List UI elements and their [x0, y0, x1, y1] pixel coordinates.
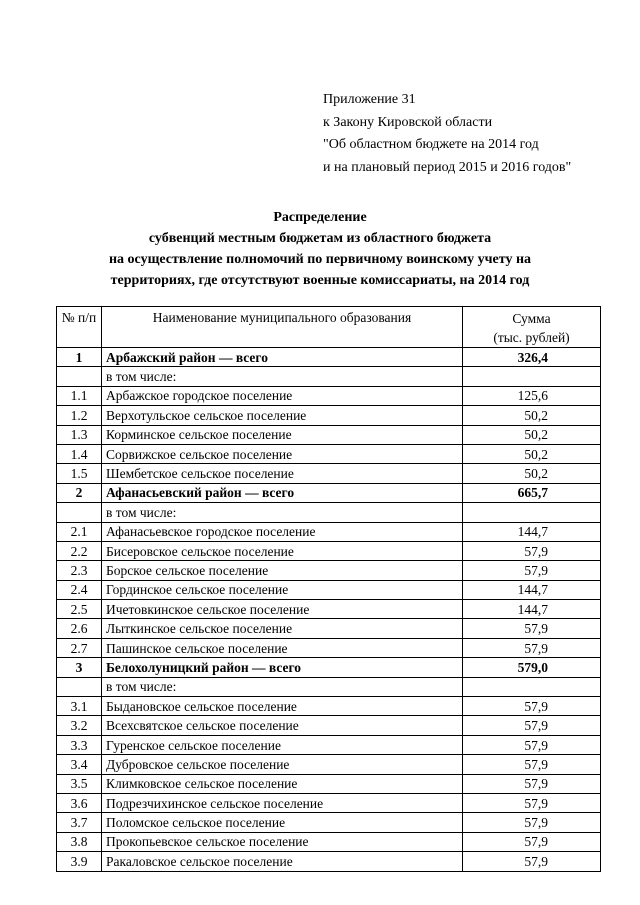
row-sum: 57,9 — [463, 716, 601, 735]
table-row — [57, 541, 601, 560]
table-row — [57, 464, 601, 483]
row-number — [57, 677, 102, 696]
table-row — [57, 503, 601, 522]
appendix-line: к Закону Кировской области — [323, 114, 493, 130]
table-row — [57, 406, 601, 425]
row-sum: 144,7 — [463, 522, 601, 541]
row-number: 3.3 — [57, 735, 102, 754]
table-row — [57, 832, 601, 851]
row-sum: 50,2 — [463, 464, 601, 483]
row-sum: 50,2 — [463, 406, 601, 425]
row-name: Поломское сельское поселение — [102, 813, 463, 832]
row-name: Гуренское сельское поселение — [102, 735, 463, 754]
appendix-line: Приложение 31 — [323, 92, 416, 107]
row-sum: 50,2 — [463, 425, 601, 444]
table-row — [57, 580, 601, 599]
row-number: 3.6 — [57, 793, 102, 812]
row-number: 2.4 — [57, 580, 102, 599]
row-sum: 57,9 — [463, 813, 601, 832]
row-name: Корминское сельское поселение — [102, 425, 463, 444]
row-name: в том числе: — [102, 503, 463, 522]
table-row — [57, 813, 601, 832]
row-sum: 57,9 — [463, 561, 601, 580]
row-number: 2.2 — [57, 541, 102, 560]
row-number: 3.9 — [57, 852, 102, 871]
row-number — [57, 503, 102, 522]
row-name: Верхотульское сельское поселение — [102, 406, 463, 425]
row-number: 2.6 — [57, 619, 102, 638]
appendix-line: "Об областном бюджете на 2014 год — [323, 137, 539, 152]
row-name: Бисеровское сельское поселение — [102, 541, 463, 560]
table-row-total — [57, 483, 601, 502]
row-sum: 144,7 — [463, 580, 601, 599]
table-row — [57, 600, 601, 619]
row-sum: 579,0 — [463, 658, 601, 677]
table-row — [57, 425, 601, 444]
header-sum — [463, 307, 601, 348]
row-name: в том числе: — [102, 367, 463, 386]
row-number: 3.2 — [57, 716, 102, 735]
row-name: Ракаловское сельское поселение — [102, 852, 463, 871]
row-name: Ичетовкинское сельское поселение — [102, 600, 463, 619]
row-number: 3.5 — [57, 774, 102, 793]
title-line: субвенций местным бюджетам из областного бюджета — [148, 231, 492, 246]
row-number: 1.5 — [57, 464, 102, 483]
row-sum: 125,6 — [463, 386, 601, 405]
row-sum: 57,9 — [463, 832, 601, 851]
row-sum: 57,9 — [463, 619, 601, 638]
row-name: Всехсвятское сельское поселение — [102, 716, 463, 735]
appendix-line: и на плановый период 2015 и 2016 годов" — [323, 159, 572, 175]
row-name: Климковское сельское поселение — [102, 774, 463, 793]
distribution-table — [56, 306, 601, 872]
row-sum — [463, 677, 601, 696]
row-number: 1.3 — [57, 425, 102, 444]
row-number: 1.1 — [57, 386, 102, 405]
row-number: 3 — [57, 658, 102, 677]
row-name: Дубровское сельское поселение — [102, 755, 463, 774]
row-number: 3.7 — [57, 813, 102, 832]
table-row — [57, 561, 601, 580]
row-sum: 57,9 — [463, 697, 601, 716]
row-sum: 665,7 — [463, 483, 601, 502]
table-row — [57, 444, 601, 463]
row-sum: 57,9 — [463, 774, 601, 793]
row-name: Арбажский район — всего — [102, 348, 463, 367]
table-row — [57, 677, 601, 696]
title-line: Распределение — [273, 210, 367, 225]
row-sum — [463, 503, 601, 522]
title-line: на осуществление полномочий по первичному воинскому учету на — [108, 252, 532, 267]
row-sum: 50,2 — [463, 444, 601, 463]
row-name: Афанасьевское городское поселение — [102, 522, 463, 541]
row-name: в том числе: — [102, 677, 463, 696]
table-row — [57, 774, 601, 793]
table-row — [57, 386, 601, 405]
row-number: 1 — [57, 348, 102, 367]
row-number: 3.8 — [57, 832, 102, 851]
table-header-row — [57, 307, 601, 348]
row-name: Арбажское городское поселение — [102, 386, 463, 405]
row-name: Прокопьевское сельское поселение — [102, 832, 463, 851]
row-number: 2.3 — [57, 561, 102, 580]
table-row — [57, 367, 601, 386]
table-row — [57, 852, 601, 871]
row-sum — [463, 367, 601, 386]
row-sum: 144,7 — [463, 600, 601, 619]
table-body — [57, 348, 601, 872]
table-row — [57, 522, 601, 541]
row-name: Борское сельское поселение — [102, 561, 463, 580]
header-sum-line1: Сумма — [512, 311, 551, 326]
row-number: 2.5 — [57, 600, 102, 619]
row-name: Шембетское сельское поселение — [102, 464, 463, 483]
row-number: 2.7 — [57, 638, 102, 657]
row-name: Подрезчихинское сельское поселение — [102, 793, 463, 812]
row-name: Афанасьевский район — всего — [102, 483, 463, 502]
row-number: 2 — [57, 483, 102, 502]
document-title — [0, 207, 640, 291]
row-number: 3.4 — [57, 755, 102, 774]
row-sum: 57,9 — [463, 638, 601, 657]
row-name: Белохолуницкий район — всего — [102, 658, 463, 677]
row-number: 1.2 — [57, 406, 102, 425]
row-name: Быдановское сельское поселение — [102, 697, 463, 716]
table-row-total — [57, 348, 601, 367]
row-sum: 326,4 — [463, 348, 601, 367]
row-sum: 57,9 — [463, 541, 601, 560]
row-number: 1.4 — [57, 444, 102, 463]
table-row — [57, 697, 601, 716]
appendix-note — [323, 89, 571, 179]
header-number: № п/п — [57, 307, 102, 348]
row-sum: 57,9 — [463, 735, 601, 754]
title-line: территориях, где отсутствуют военные комиссариаты, на 2014 год — [110, 273, 530, 288]
table-row-total — [57, 658, 601, 677]
row-name: Гординское сельское поселение — [102, 580, 463, 599]
row-number: 2.1 — [57, 522, 102, 541]
table-row — [57, 735, 601, 754]
table-row — [57, 638, 601, 657]
row-sum: 57,9 — [463, 755, 601, 774]
table-row — [57, 755, 601, 774]
table-row — [57, 793, 601, 812]
row-name: Пашинское сельское поселение — [102, 638, 463, 657]
table-row — [57, 716, 601, 735]
row-name: Лыткинское сельское поселение — [102, 619, 463, 638]
row-sum: 57,9 — [463, 852, 601, 871]
header-sum-line2: (тыс. рублей) — [493, 330, 570, 345]
table-row — [57, 619, 601, 638]
row-name: Сорвижское сельское поселение — [102, 444, 463, 463]
header-municipality: Наименование муниципального образования — [102, 307, 463, 348]
row-number — [57, 367, 102, 386]
row-sum: 57,9 — [463, 793, 601, 812]
row-number: 3.1 — [57, 697, 102, 716]
